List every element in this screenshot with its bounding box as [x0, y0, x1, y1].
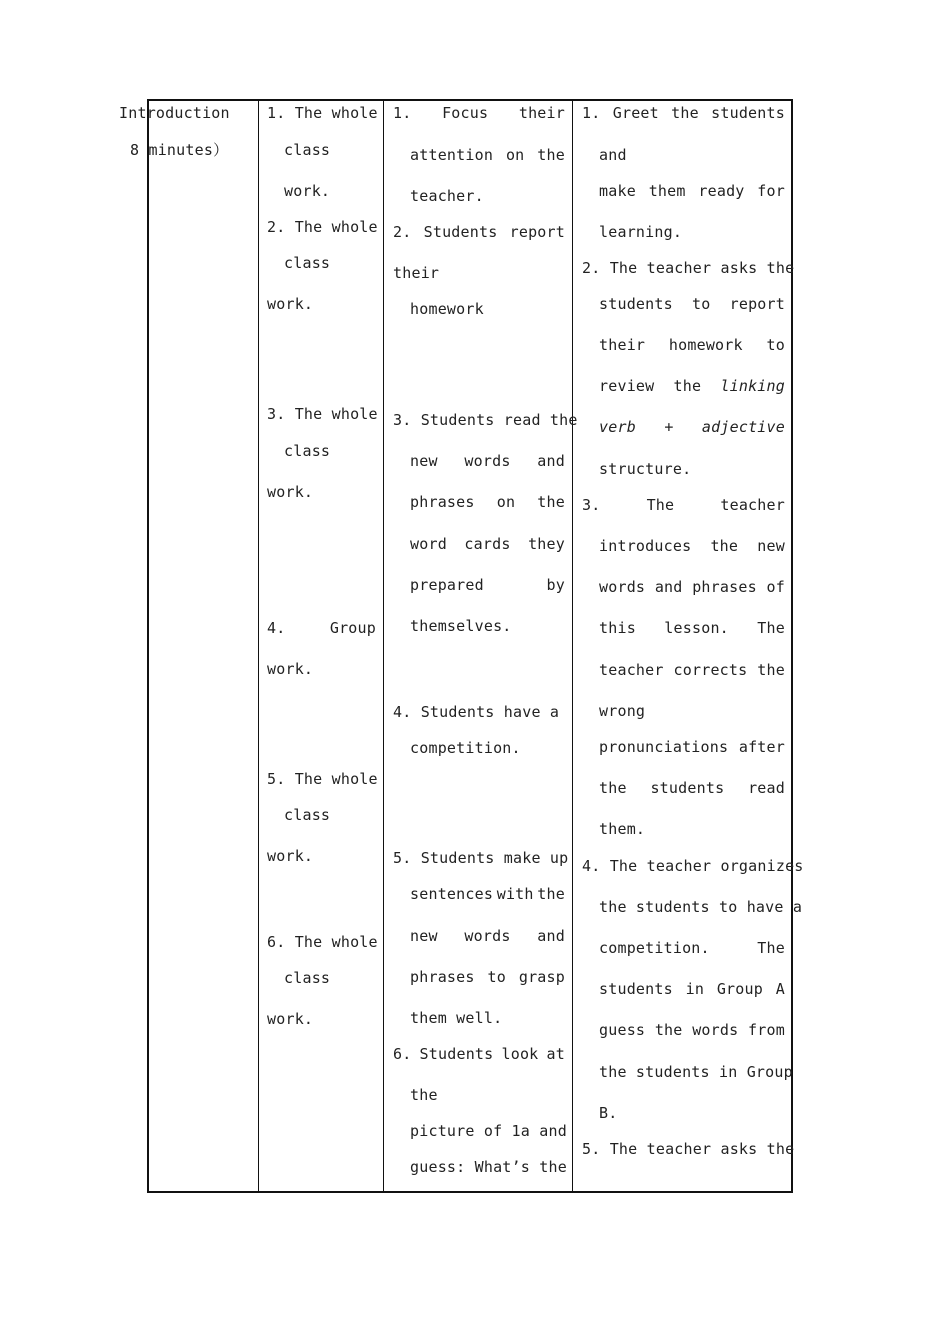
student-activity-6: guess: What’s the: [410, 1158, 567, 1176]
teacher-activity-3: words and phrases of: [599, 578, 785, 596]
form-item-5: work.: [267, 847, 314, 865]
teacher-activity-3: wrong: [599, 702, 646, 720]
teacher-activity-4: guess the words from: [599, 1021, 785, 1039]
teacher-activity-3: the students read: [599, 779, 785, 797]
student-activity-1: attention on the: [410, 146, 565, 164]
teacher-activity-2: 2. The teacher asks the: [582, 259, 795, 277]
teacher-activity-4: competition. The: [599, 939, 785, 957]
teacher-activity-4: 4. The teacher organizes: [582, 857, 804, 875]
form-item-3: class: [284, 442, 331, 460]
form-item-6: class: [284, 969, 331, 987]
form-item-5: class: [284, 806, 331, 824]
teacher-activity-4: the students in Group: [599, 1063, 793, 1081]
student-activity-5: sentences with the: [410, 885, 565, 903]
teacher-activity-1: learning.: [599, 223, 683, 241]
teacher-activity-3: teacher corrects the: [599, 661, 785, 679]
form-item-2: work.: [267, 295, 314, 313]
student-activity-3: word cards they: [410, 535, 565, 553]
student-activity-2: homework: [410, 300, 484, 318]
form-item-4: work.: [267, 660, 314, 678]
stage-duration: 8 minutes）: [130, 141, 229, 159]
form-item-1: class: [284, 141, 331, 159]
teacher-activity-1: and: [599, 146, 627, 164]
student-activity-1: teacher.: [410, 187, 484, 205]
column-divider: [258, 99, 259, 1193]
teacher-activity-1: 1. Greet the students: [582, 104, 785, 122]
student-activity-2: 2. Students report: [393, 223, 565, 241]
form-item-1: 1. The whole: [267, 104, 378, 122]
student-activity-3: new words and: [410, 452, 565, 470]
form-item-2: 2. The whole: [267, 218, 378, 236]
teacher-activity-3: pronunciations after: [599, 738, 785, 756]
student-activity-5: new words and: [410, 927, 565, 945]
student-activity-6: picture of 1a and: [410, 1122, 567, 1140]
student-activity-6: 6. Students look at: [393, 1045, 565, 1063]
form-item-1: work.: [284, 182, 331, 200]
teacher-activity-2: review the linking: [599, 377, 785, 395]
teacher-activity-3: this lesson. The: [599, 619, 785, 637]
student-activity-6: the: [410, 1086, 438, 1104]
student-activity-3: prepared by: [410, 576, 565, 594]
teacher-activity-2: their homework to: [599, 336, 785, 354]
teacher-activity-5: 5. The teacher asks the: [582, 1140, 795, 1158]
teacher-activity-2: verb + adjective: [599, 418, 785, 436]
teacher-activity-4: B.: [599, 1104, 618, 1122]
student-activity-4: competition.: [410, 739, 521, 757]
teacher-activity-3: 3. The teacher: [582, 496, 785, 514]
student-activity-5: them well.: [410, 1009, 503, 1027]
form-item-4: 4. Group: [267, 619, 376, 637]
form-item-5: 5. The whole: [267, 770, 378, 788]
student-activity-4: 4. Students have a: [393, 703, 560, 721]
teacher-activity-2: structure.: [599, 460, 692, 478]
student-activity-3: 3. Students read the: [393, 411, 578, 429]
teacher-activity-1: make them ready for: [599, 182, 785, 200]
student-activity-3: phrases on the: [410, 493, 565, 511]
form-item-2: class: [284, 254, 331, 272]
stage-name: Introduction: [119, 104, 230, 122]
student-activity-1: 1. Focus their: [393, 104, 565, 122]
teacher-activity-4: the students to have a: [599, 898, 803, 916]
teacher-activity-2: students to report: [599, 295, 785, 313]
column-divider: [383, 99, 384, 1193]
student-activity-3: themselves.: [410, 617, 512, 635]
student-activity-5: phrases to grasp: [410, 968, 565, 986]
teacher-activity-3: introduces the new: [599, 537, 785, 555]
student-activity-2: their: [393, 264, 440, 282]
form-item-3: work.: [267, 483, 314, 501]
teacher-activity-3: them.: [599, 820, 646, 838]
teacher-activity-4: students in Group A: [599, 980, 785, 998]
form-item-6: work.: [267, 1010, 314, 1028]
column-divider: [572, 99, 573, 1193]
form-item-3: 3. The whole: [267, 405, 378, 423]
form-item-6: 6. The whole: [267, 933, 378, 951]
student-activity-5: 5. Students make up: [393, 849, 569, 867]
